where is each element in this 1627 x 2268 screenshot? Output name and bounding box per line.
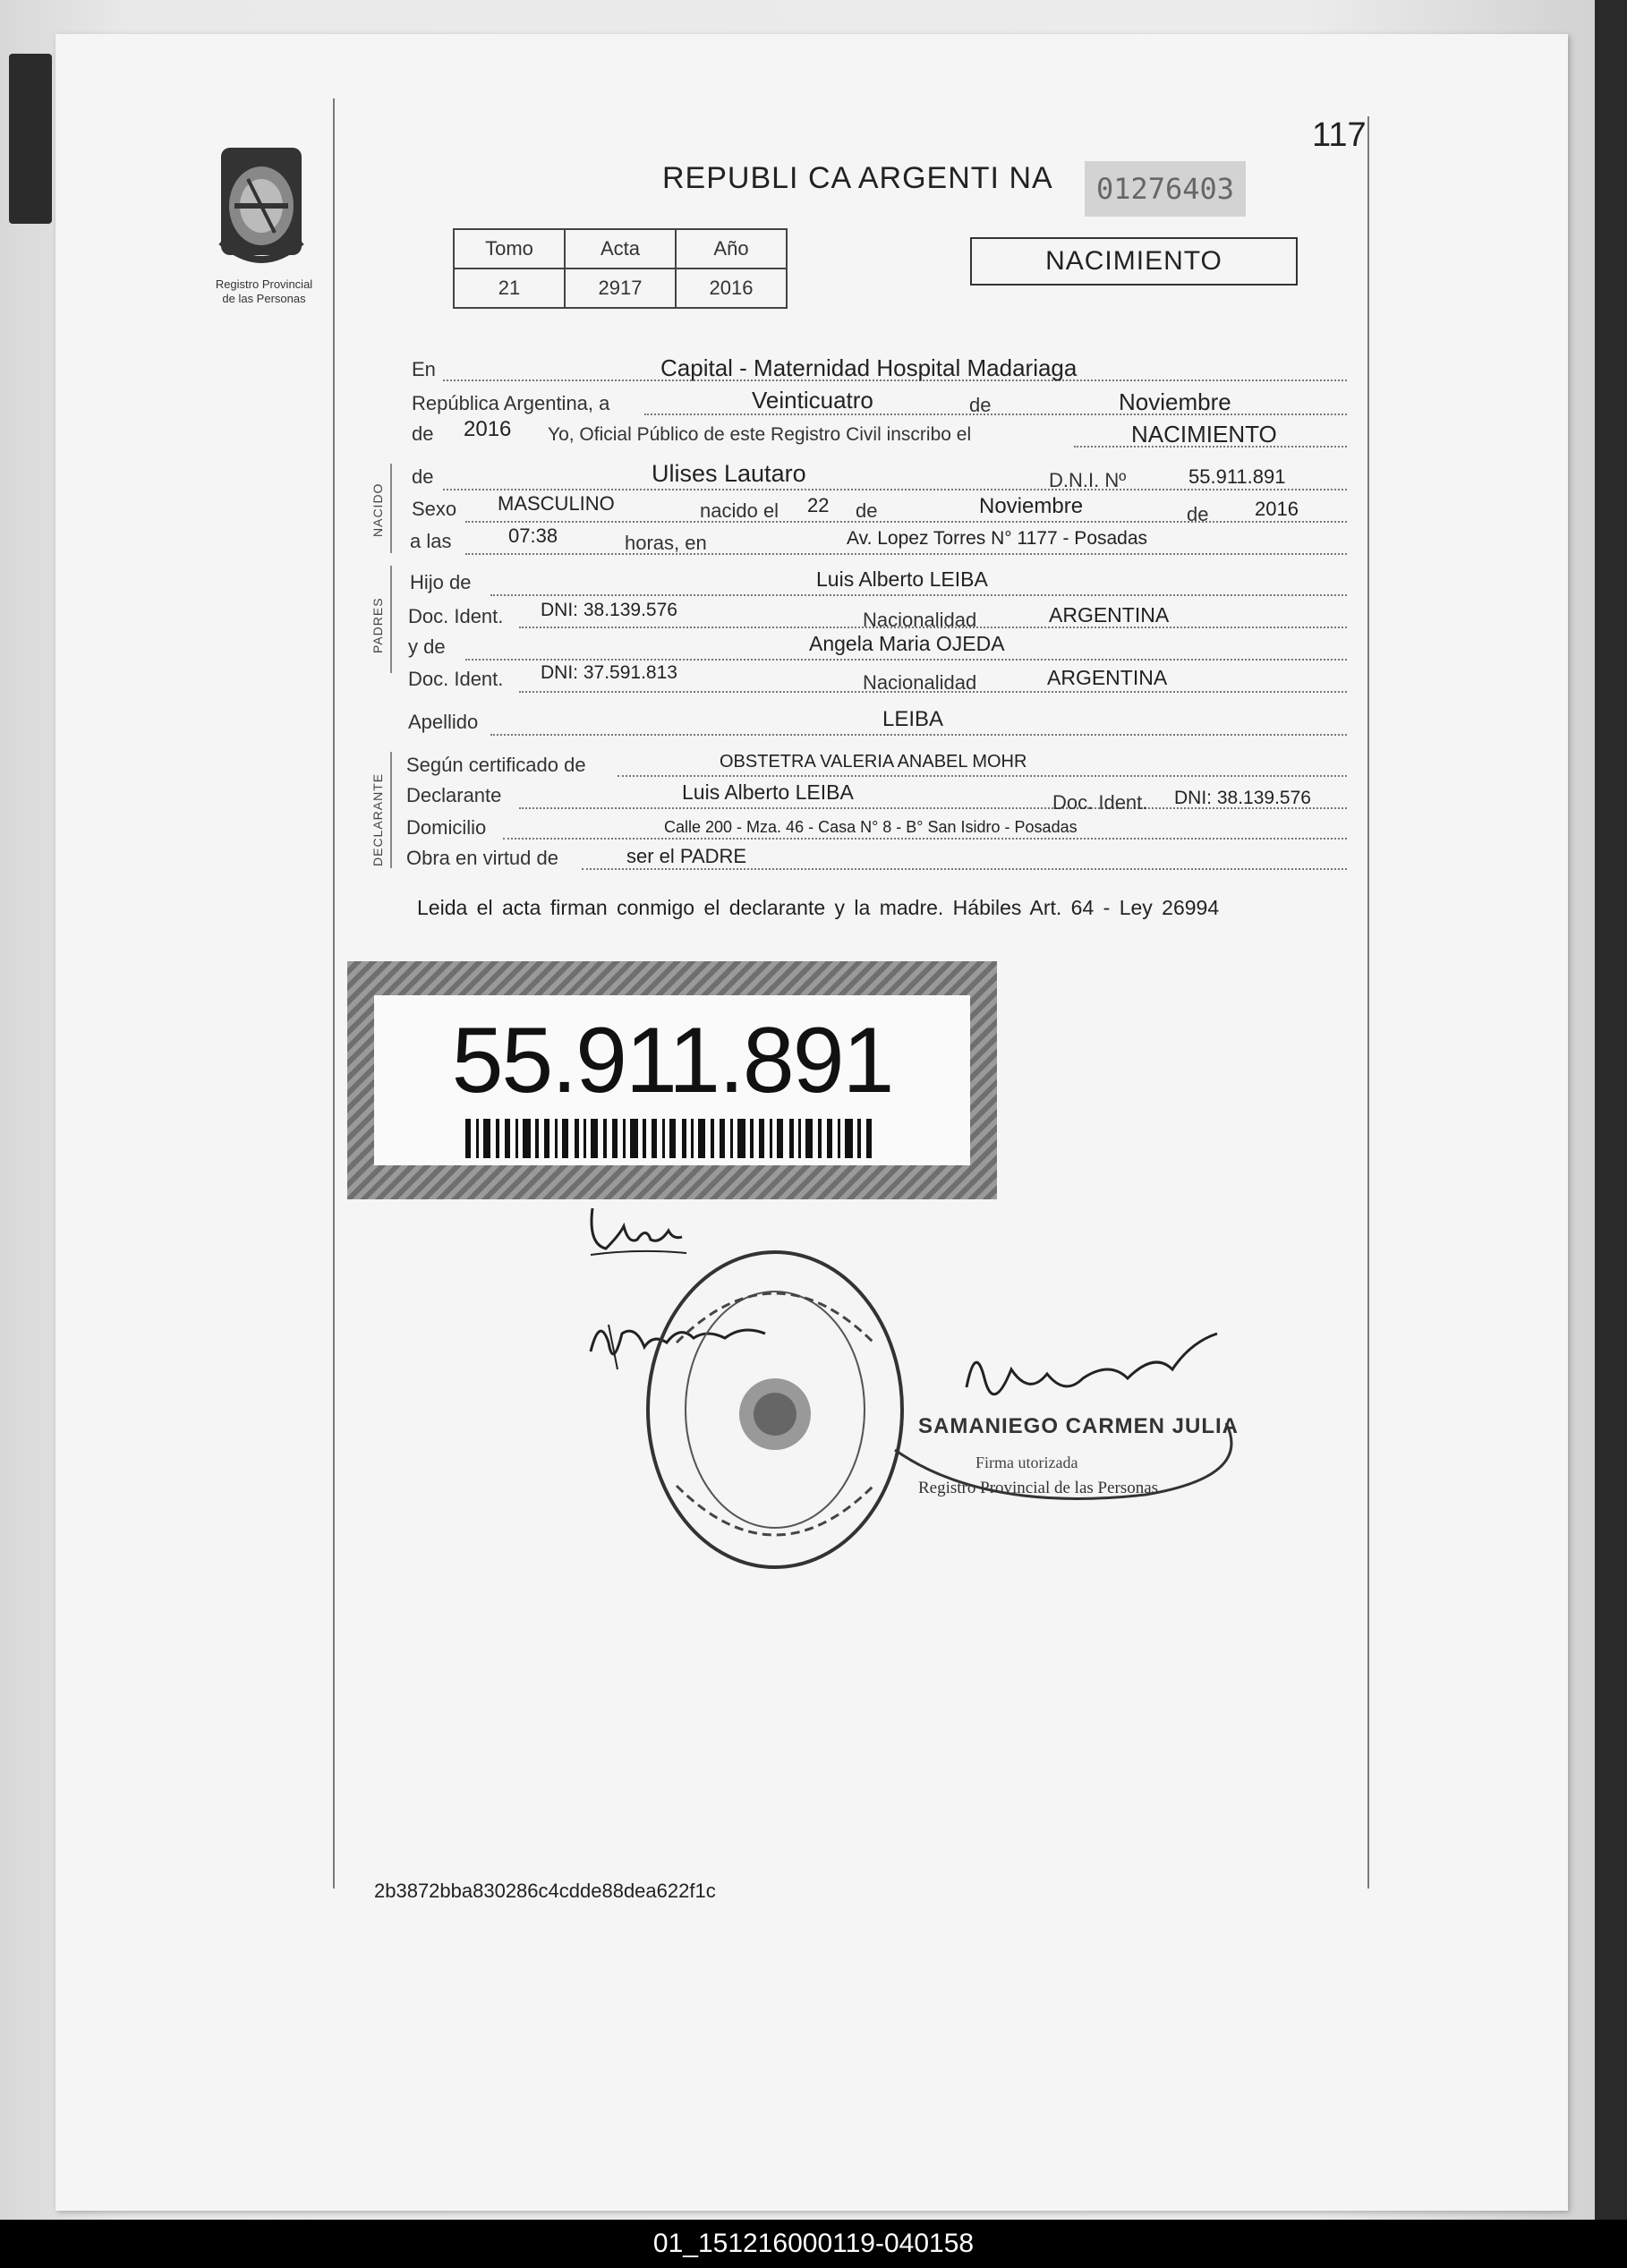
birth-day: 22: [807, 494, 830, 516]
section-label-padres: PADRES: [371, 597, 385, 653]
document-hash: 2b3872bba830286c4cdde88dea622f1c: [374, 1880, 716, 1902]
year-value: 2016: [464, 417, 512, 441]
closing-statement: Leida el acta firman conmigo el declarante y la madre. Hábiles Art. 64 - Ley 26994: [417, 896, 1220, 919]
dotted-line: [490, 734, 1347, 736]
mother-doc: DNI: 37.591.813: [541, 662, 677, 683]
day-words-value: Veinticuatro: [752, 387, 873, 414]
sexo-value: MASCULINO: [498, 492, 615, 515]
domicilio-label: Domicilio: [406, 816, 487, 839]
child-dni: 55.911.891: [1188, 465, 1286, 488]
mother-nationality: ARGENTINA: [1047, 666, 1168, 689]
barcode-icon: [465, 1119, 879, 1158]
birth-year: 2016: [1255, 498, 1299, 520]
de-label: de: [856, 499, 878, 522]
section-divider: [390, 464, 392, 553]
domicilio-value: Calle 200 - Mza. 46 - Casa N° 8 - B° San Isidro - Posadas: [664, 818, 1078, 836]
doc-label: Doc. Ident.: [408, 668, 504, 690]
nacionalidad-label: Nacionalidad: [863, 609, 977, 631]
form-border-right: [1367, 116, 1369, 1889]
obra-value: ser el PADRE: [626, 845, 747, 867]
apellido-value: LEIBA: [882, 707, 944, 731]
dotted-line: [465, 659, 1347, 661]
hijo-label: Hijo de: [410, 571, 472, 593]
dni-card-number: 55.911.891: [451, 1009, 893, 1113]
birth-month: Noviembre: [979, 494, 1084, 518]
binder-clip-mark: [9, 54, 52, 224]
certificado-label: Según certificado de: [406, 754, 586, 776]
stamp-organization: Registro Provincial de las Personas: [918, 1479, 1159, 1497]
scan-footer: 01_151216000119-040158: [0, 2220, 1627, 2268]
apellido-label: Apellido: [408, 711, 479, 733]
declarante-value: Luis Alberto LEIBA: [682, 780, 854, 804]
logo-caption: [188, 277, 340, 306]
dotted-line: [465, 553, 1347, 555]
section-label-nacido: NACIDO: [371, 482, 385, 537]
dotted-line: [490, 594, 1347, 596]
scanner-edge: [1595, 0, 1627, 2220]
nacido-de-label: de: [412, 465, 434, 488]
logo-caption-line1: Registro Provincial: [215, 277, 313, 291]
registry-header-acta: Acta: [565, 229, 676, 269]
obra-label: Obra en virtud de: [406, 847, 558, 869]
page-number: 117: [1312, 116, 1367, 154]
alas-label: a las: [410, 530, 452, 552]
section-divider: [390, 752, 392, 868]
dotted-line: [618, 775, 1347, 777]
month-value: Noviembre: [1119, 388, 1231, 415]
mother-name: Angela Maria OJEDA: [809, 632, 1005, 655]
registry-value-anio: 2016: [676, 269, 787, 308]
nacionalidad-label: Nacionalidad: [863, 671, 977, 694]
section-divider: [390, 566, 392, 673]
dotted-line: [644, 414, 1347, 415]
registry-header-tomo: Tomo: [454, 229, 565, 269]
form-border-left: [333, 98, 335, 1889]
father-doc: DNI: 38.139.576: [541, 600, 677, 620]
registry-value-acta: 2917: [565, 269, 676, 308]
dotted-line: [465, 521, 1347, 523]
declarante-label: Declarante: [406, 784, 502, 806]
birth-address: Av. Lopez Torres N° 1177 - Posadas: [847, 528, 1148, 549]
stamp-role: Firma utorizada: [975, 1454, 1078, 1471]
de-label: de: [969, 394, 992, 416]
declarante-doc: DNI: 38.139.576: [1174, 788, 1311, 808]
en-label: En: [412, 358, 436, 380]
child-name: Ulises Lautaro: [652, 460, 806, 487]
nacido-el-label: nacido el: [700, 499, 779, 522]
dotted-line: [443, 489, 1347, 490]
republic-title: REPUBLI CA ARGENTI NA: [662, 161, 1053, 195]
republica-label: República Argentina, a: [412, 392, 610, 414]
inscribe-value: NACIMIENTO: [1131, 421, 1277, 448]
section-label-declarante: DECLARANTE: [371, 772, 385, 866]
dotted-line: [582, 868, 1347, 870]
sexo-label: Sexo: [412, 498, 457, 520]
doc-label: Doc. Ident.: [408, 605, 504, 627]
record-type: NACIMIENTO: [970, 237, 1298, 286]
birth-time: 07:38: [508, 524, 558, 547]
horas-label: horas, en: [625, 532, 707, 554]
yo-label: Yo, Oficial Público de este Registro Civil inscribo el: [548, 424, 972, 445]
official-seal-icon: [641, 1244, 909, 1575]
yde-label: y de: [408, 635, 446, 658]
registry-header-anio: Año: [676, 229, 787, 269]
doc-label: Doc. Ident.: [1052, 791, 1148, 814]
serial-number: 01276403: [1085, 161, 1246, 217]
place-value: Capital - Maternidad Hospital Madariaga: [660, 354, 1078, 381]
dni-card-inner: [374, 995, 970, 1165]
father-name: Luis Alberto LEIBA: [816, 567, 988, 591]
stamp-official-name: SAMANIEGO CARMEN JULIA: [918, 1414, 1239, 1438]
certificado-value: OBSTETRA VALERIA ANABEL MOHR: [720, 752, 1027, 772]
father-nationality: ARGENTINA: [1049, 603, 1170, 627]
de2-label: de: [412, 422, 434, 445]
dotted-line: [503, 838, 1347, 840]
dni-label: D.N.I. Nº: [1049, 469, 1127, 491]
dni-card: [347, 961, 997, 1199]
registry-value-tomo: 21: [454, 269, 565, 308]
de-label: de: [1187, 503, 1209, 525]
registry-table: [453, 228, 788, 309]
logo-caption-line2: de las Personas: [222, 292, 306, 305]
